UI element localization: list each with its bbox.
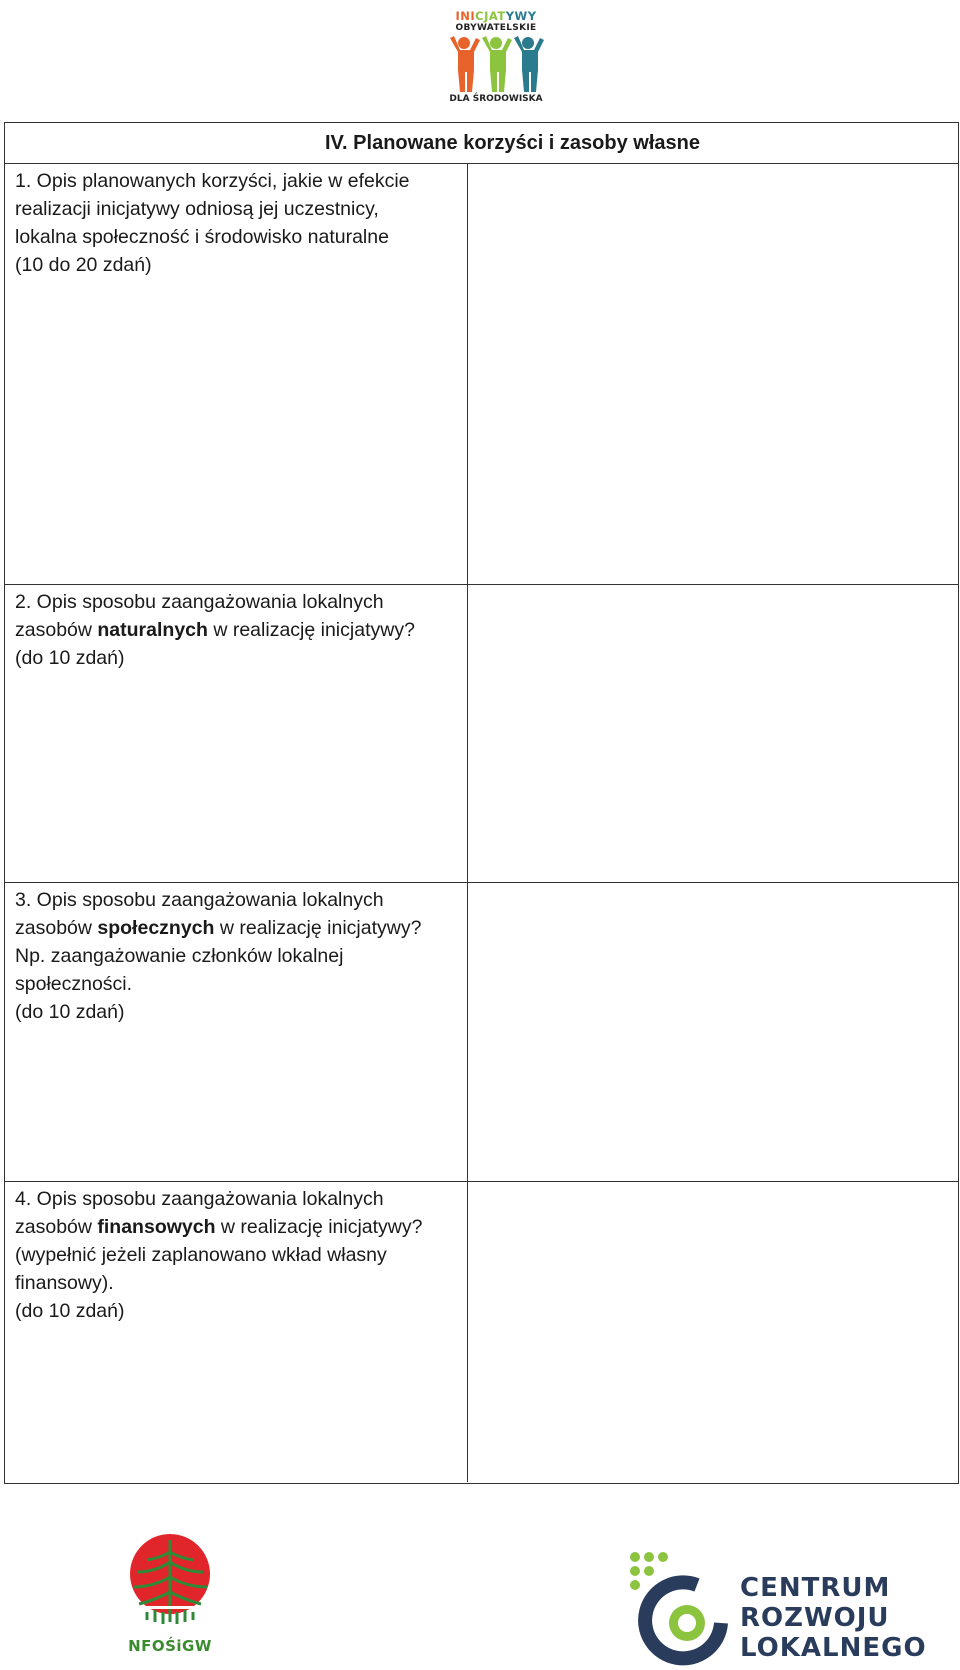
question-4-label xyxy=(5,1182,468,1482)
question-2-line xyxy=(15,616,457,644)
crl-text xyxy=(740,1573,927,1663)
question-3-line xyxy=(15,914,457,942)
question-3-line: 3. Opis sposobu zaangażowania lokalnych xyxy=(15,889,384,911)
inicjatywy-logo xyxy=(436,10,556,110)
question-2-post: w realizację inicjatywy? xyxy=(207,619,415,641)
logo-line-2: OBYWATELSKIE xyxy=(455,23,537,33)
question-4-pre: zasobów xyxy=(15,1216,98,1238)
question-4-post: w realizację inicjatywy? xyxy=(215,1216,423,1238)
question-4-line: finansowy). xyxy=(15,1272,114,1294)
question-4-bold: finansowych xyxy=(97,1216,216,1238)
question-2-line: (do 10 zdań) xyxy=(15,647,125,669)
question-1-line: lokalna społeczność i środowisko naturalne xyxy=(15,226,389,248)
nfosigw-logo xyxy=(125,1532,215,1657)
question-3-line: Np. zaangażowanie członków lokalnej xyxy=(15,945,344,967)
question-3-bold: społecznych xyxy=(97,917,215,939)
question-3-pre: zasobów xyxy=(15,917,98,939)
question-2-pre: zasobów xyxy=(15,619,98,641)
question-2-bold: naturalnych xyxy=(97,619,208,641)
nfosigw-emblem-icon xyxy=(125,1532,215,1632)
question-4-line: 4. Opis sposobu zaangażowania lokalnych xyxy=(15,1188,384,1210)
crl-logo xyxy=(627,1551,927,1666)
logo-line-3: DLA ŚRODOWISKA xyxy=(449,94,543,104)
question-1-line: realizacji inicjatywy odniosą jej uczestnicy, xyxy=(15,198,379,220)
logo-line-1: INICJATYWY xyxy=(455,9,537,23)
question-1-label xyxy=(5,164,468,584)
question-3-label xyxy=(5,883,468,1181)
answer-4-field[interactable] xyxy=(468,1182,958,1482)
table-row xyxy=(5,1182,958,1482)
question-4-line: (wypełnić jeżeli zaplanowano wkład własny xyxy=(15,1244,387,1266)
answer-2-field[interactable] xyxy=(468,585,958,882)
answer-3-field[interactable] xyxy=(468,883,958,1181)
nfosigw-label: NFOŚiGW xyxy=(128,1637,212,1655)
table-row xyxy=(5,164,958,585)
question-2-line: 2. Opis sposobu zaangażowania lokalnych xyxy=(15,591,384,613)
question-3-line: (do 10 zdań) xyxy=(15,1001,125,1023)
table-row xyxy=(5,883,958,1182)
question-3-post: w realizację inicjatywy? xyxy=(214,917,422,939)
form-table xyxy=(4,122,959,1484)
people-figures-icon xyxy=(446,34,546,94)
question-2-label xyxy=(5,585,468,882)
crl-line-1: CENTRUM xyxy=(740,1573,891,1603)
question-1-line: 1. Opis planowanych korzyści, jakie w efekcie xyxy=(15,170,410,192)
question-4-line: (do 10 zdań) xyxy=(15,1300,125,1322)
crl-line-3: LOKALNEGO xyxy=(740,1633,927,1663)
section-title: IV. Planowane korzyści i zasoby własne xyxy=(325,132,700,154)
section-header xyxy=(5,123,958,164)
crl-line-2: ROZWOJU xyxy=(740,1603,890,1633)
question-4-line xyxy=(15,1213,457,1241)
question-3-line: społeczności. xyxy=(15,973,133,995)
answer-1-field[interactable] xyxy=(468,164,958,584)
question-1-line: (10 do 20 zdań) xyxy=(15,254,152,276)
crl-emblem-icon xyxy=(627,1551,737,1666)
table-row xyxy=(5,585,958,883)
